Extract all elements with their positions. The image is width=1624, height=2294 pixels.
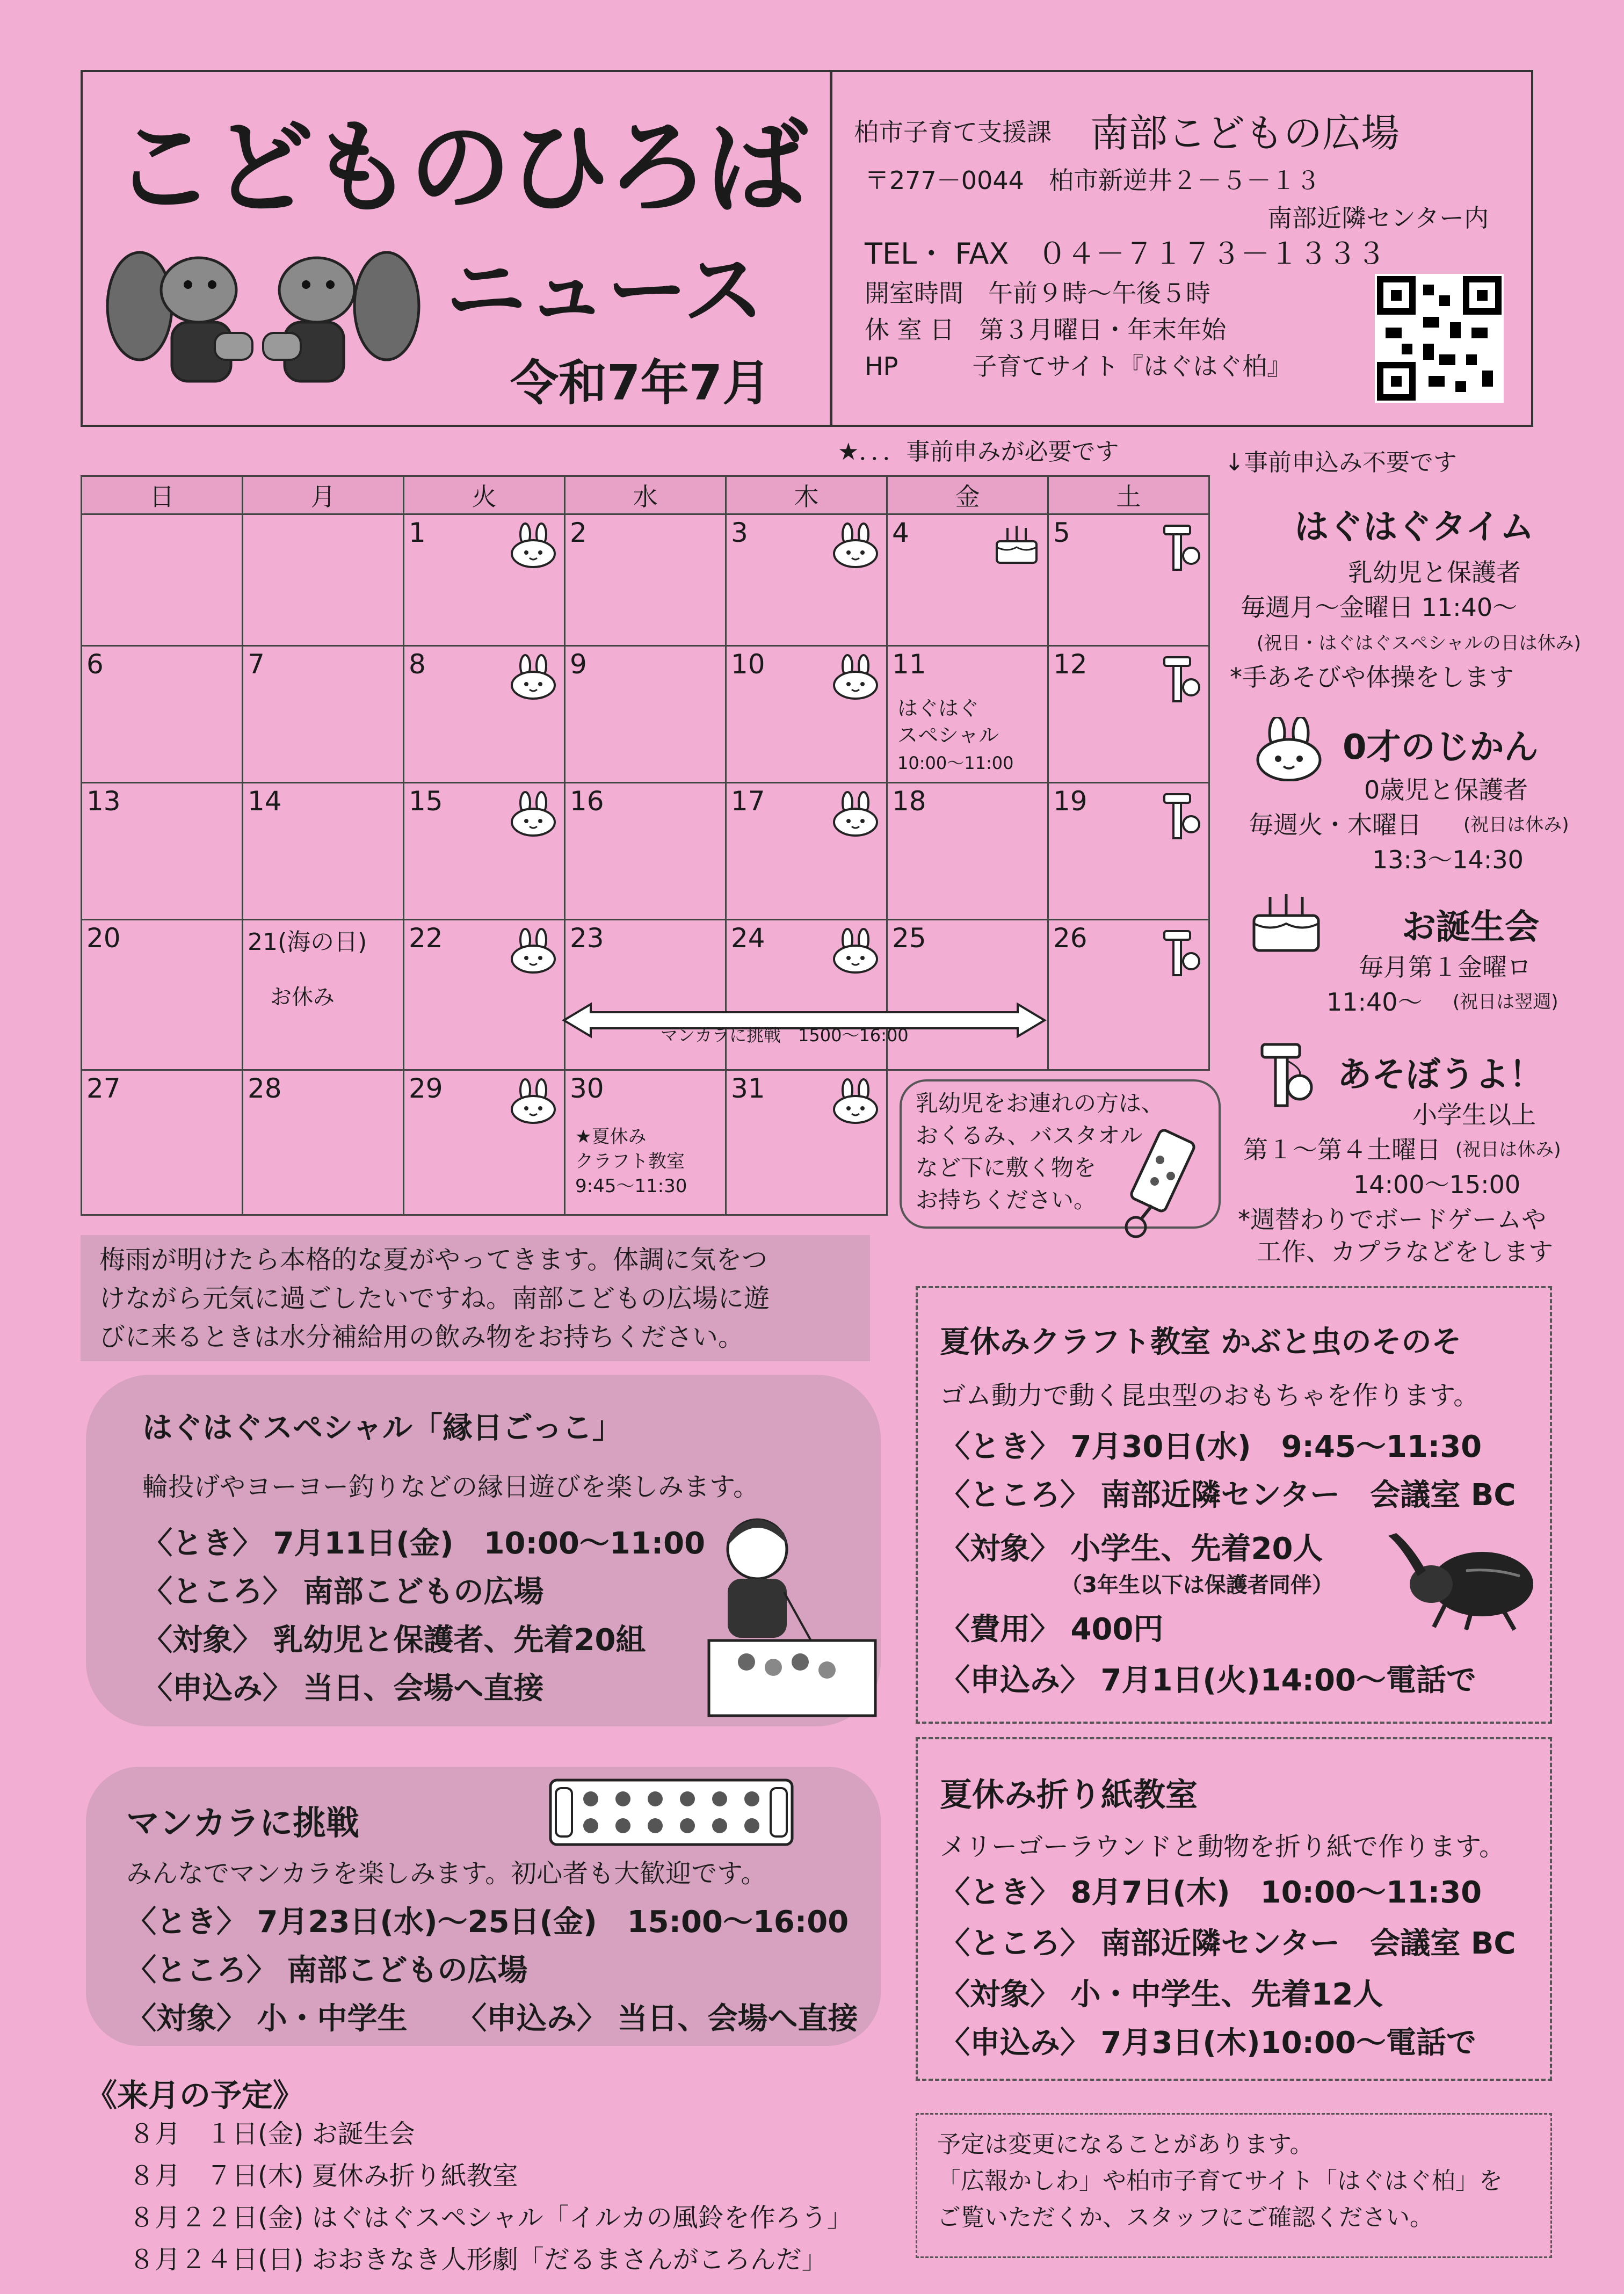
day-number: 21(海の日) xyxy=(248,928,367,956)
calendar-day-3 xyxy=(726,514,887,646)
calendar-day-2 xyxy=(565,514,726,646)
calendar-empty-cell xyxy=(243,514,404,646)
origami-target: 〈対象〉 小・中学生、先着12人 xyxy=(940,1977,1383,2012)
calendar-week-1 xyxy=(82,514,1209,646)
craft-class-note xyxy=(575,1124,687,1199)
birthday-exception: (祝日は翌週) xyxy=(1453,991,1558,1013)
postal-address: 〒277－0044 柏市新逆井２－５－１３ xyxy=(865,166,1321,195)
ennichi-where: 〈ところ〉 南部こどもの広場 xyxy=(142,1574,544,1609)
notice-line: お持ちください。 xyxy=(916,1187,1097,1213)
disclaimer-line: ご覧いただくか、スタッフにご確認ください。 xyxy=(937,2204,1433,2231)
day-number: 6 xyxy=(86,649,104,680)
note-line: 10:00～11:00 xyxy=(897,753,1014,773)
calendar-day-21 xyxy=(243,920,404,1070)
lets-play-schedule: 第１～第４土曜日 xyxy=(1243,1135,1441,1164)
calendar-day-19 xyxy=(1048,783,1209,920)
day-number: 23 xyxy=(570,923,604,954)
next-month-title: 《来月の予定》 xyxy=(86,2077,305,2114)
weekday-thu: 木 xyxy=(726,476,887,514)
calendar-day-5 xyxy=(1048,514,1209,646)
note-line: ★夏休み xyxy=(575,1126,647,1148)
craft-when: 〈とき〉 7月30日(水) 9:45～11:30 xyxy=(940,1429,1482,1464)
legend-no-reservation: ↓事前申込み不要です xyxy=(1224,449,1457,476)
calendar-day-16 xyxy=(565,783,726,920)
hughug-target: 乳幼児と保護者 xyxy=(1348,558,1521,587)
rabbit-icon xyxy=(831,654,880,702)
day-number: 22 xyxy=(409,923,443,954)
open-hours: 開室時間 午前９時～午後５時 xyxy=(865,279,1210,308)
weekday-fri: 金 xyxy=(887,476,1048,514)
day-number: 24 xyxy=(731,923,765,954)
calendar-day-26 xyxy=(1048,920,1209,1070)
lets-play-exception: (祝日は休み) xyxy=(1455,1139,1561,1160)
hughug-exception: (祝日・はぐはぐスペシャルの日は休み) xyxy=(1257,633,1581,654)
lets-play-time: 14:00～15:00 xyxy=(1353,1170,1521,1199)
craft-apply: 〈申込み〉 7月1日(火)14:00～電話で xyxy=(940,1663,1476,1698)
tel-fax: TEL・ FAX ０４－７１７３－１３３３ xyxy=(865,237,1386,271)
note-line: 9:45～11:30 xyxy=(575,1175,687,1197)
day-number: 19 xyxy=(1053,786,1088,817)
closed-note: お休み xyxy=(270,985,335,1010)
day-number: 10 xyxy=(731,649,765,680)
craft-target: 〈対象〉 小学生、先着20人 xyxy=(940,1531,1323,1566)
ennichi-apply: 〈申込み〉 当日、会場へ直接 xyxy=(142,1671,544,1706)
hughug-special-note xyxy=(897,695,1013,776)
notice-line: など下に敷く物を xyxy=(916,1155,1097,1181)
mancala-board-icon xyxy=(548,1777,795,1847)
weekday-mon: 月 xyxy=(243,476,404,514)
day-number: 11 xyxy=(892,649,926,680)
intro-line: けながら元気に過ごしたいですね。南部こどもの広場に遊 xyxy=(99,1283,770,1313)
day-number: 16 xyxy=(570,786,604,817)
newsletter-title: こどものひろば xyxy=(113,108,805,227)
birthday-time: 11:40～ xyxy=(1326,988,1423,1017)
note-line: スペシャル xyxy=(897,723,999,747)
day-number: 18 xyxy=(892,786,926,817)
weekday-sat: 土 xyxy=(1048,476,1209,514)
lets-play-title: あそぼうよ！ xyxy=(1337,1055,1543,1095)
calendar-day-24 xyxy=(726,920,887,1070)
kendama-icon xyxy=(1159,522,1202,576)
next-month-item: ８月 １日(金) お誕生会 xyxy=(129,2119,415,2149)
intro-line: びに来るときは水分補給用の飲み物をお持ちください。 xyxy=(99,1322,744,1352)
hughug-schedule: 毎週月～金曜日 11:40～ xyxy=(1241,593,1518,622)
ennichi-title: はぐはぐスペシャル「縁日ごっこ」 xyxy=(142,1411,622,1446)
lets-play-target: 小学生以上 xyxy=(1412,1100,1536,1129)
origami-description: メリーゴーラウンドと動物を折り紙で作ります。 xyxy=(940,1832,1505,1862)
birthday-party-title: お誕生会 xyxy=(1402,908,1539,947)
day-number: 2 xyxy=(570,517,587,548)
day-number: 31 xyxy=(731,1073,765,1104)
mancala-arrow-label: マンカラに挑戦 1500～16:00 xyxy=(661,1025,909,1046)
calendar-week-3 xyxy=(82,783,1209,920)
homepage: HP 子育てサイト『はぐはぐ柏』 xyxy=(865,352,1292,381)
birthday-schedule: 毎月第１金曜ロ xyxy=(1359,953,1532,982)
mancala-description: みんなでマンカラを楽しみます。初心者も大歓迎です。 xyxy=(126,1859,767,1889)
day-number: 14 xyxy=(248,786,282,817)
zero-year-exception: (祝日は休み) xyxy=(1463,814,1569,836)
weekday-header-row xyxy=(82,476,1209,514)
qr-code-icon[interactable] xyxy=(1375,274,1504,403)
calendar-day-23 xyxy=(565,920,726,1070)
disclaimer-line: 予定は変更になることがあります。 xyxy=(937,2131,1314,2158)
calendar-day-13 xyxy=(82,783,243,920)
calendar-day-28 xyxy=(243,1070,404,1215)
next-month-item: ８月２２日(金) はぐはぐスペシャル「イルカの風鈴を作ろう」 xyxy=(129,2203,853,2233)
day-number: 8 xyxy=(409,649,426,680)
calendar-day-15 xyxy=(404,783,565,920)
calendar-day-22 xyxy=(404,920,565,1070)
kendama-icon xyxy=(1159,928,1202,981)
calendar-empty-cell xyxy=(82,514,243,646)
note-line: はぐはぐ xyxy=(897,696,980,720)
origami-when: 〈とき〉 8月7日(木) 10:00～11:30 xyxy=(940,1875,1482,1910)
mancala-target: 〈対象〉 小・中学生 xyxy=(126,2001,408,2036)
calendar-day-11 xyxy=(887,646,1048,783)
day-number: 17 xyxy=(731,786,765,817)
calendar-day-9 xyxy=(565,646,726,783)
calendar-day-18 xyxy=(887,783,1048,920)
day-number: 29 xyxy=(409,1073,443,1104)
zero-year-time-title: 0才のじかん xyxy=(1343,728,1539,767)
day-number: 5 xyxy=(1053,517,1070,548)
day-number: 30 xyxy=(570,1073,604,1104)
rabbit-face-icon xyxy=(1251,717,1326,781)
calendar-day-10 xyxy=(726,646,887,783)
day-number: 4 xyxy=(892,517,909,548)
squirrel-icon xyxy=(107,252,252,381)
zero-year-time: 13:3～14:30 xyxy=(1372,845,1524,874)
dept-name: 柏市子育て支援課 xyxy=(854,118,1052,147)
newsletter-issue: 令和7年7月 xyxy=(510,355,771,411)
rabbit-icon xyxy=(509,654,557,702)
birthday-cake-icon xyxy=(1246,886,1326,956)
origami-title: 夏休み折り紙教室 xyxy=(940,1776,1198,1814)
rabbit-icon xyxy=(509,1078,557,1126)
calendar-day-7 xyxy=(243,646,404,783)
cake-icon xyxy=(992,522,1041,568)
zero-year-schedule: 毎週火・木曜日 xyxy=(1249,810,1422,839)
mancala-apply: 〈申込み〉 当日、会場へ直接 xyxy=(456,2001,858,2036)
disclaimer-text xyxy=(937,2126,1503,2236)
origami-where: 〈ところ〉 南部近隣センター 会議室 BC xyxy=(940,1926,1516,1961)
ennichi-when: 〈とき〉 7月11日(金) 10:00～11:00 xyxy=(142,1526,706,1561)
craft-fee: 〈費用〉 400円 xyxy=(940,1612,1164,1647)
craft-target-note: （3年生以下は保護者同伴） xyxy=(1061,1573,1333,1598)
calendar-week-4 xyxy=(82,920,1209,1070)
day-number: 27 xyxy=(86,1073,121,1104)
kendama-icon xyxy=(1159,654,1202,707)
calendar-day-4 xyxy=(887,514,1048,646)
calendar-day-1 xyxy=(404,514,565,646)
building-name: 南部近隣センター内 xyxy=(1267,204,1489,233)
day-number: 26 xyxy=(1053,923,1088,954)
calendar-day-27 xyxy=(82,1070,243,1215)
rabbit-icon xyxy=(831,1078,880,1126)
intro-line: 梅雨が明けたら本格的な夏がやってきます。体調に気をつ xyxy=(99,1245,768,1275)
zero-year-target: 0歳児と保護者 xyxy=(1364,775,1528,804)
weekday-tue: 火 xyxy=(404,476,565,514)
origami-apply: 〈申込み〉 7月3日(木)10:00～電話で xyxy=(940,2026,1476,2060)
day-number: 15 xyxy=(409,786,443,817)
calendar-day-25 xyxy=(887,920,1048,1070)
lets-play-note-2: 工作、カプラなどをします xyxy=(1257,1237,1553,1266)
calendar-day-17 xyxy=(726,783,887,920)
next-month-list xyxy=(129,2113,853,2281)
rattle-icon xyxy=(1112,1122,1203,1240)
calendar-day-12 xyxy=(1048,646,1209,783)
calendar-day-29 xyxy=(404,1070,565,1215)
facility-name: 南部こどもの広場 xyxy=(1090,111,1400,156)
calendar-day-14 xyxy=(243,783,404,920)
notice-line: おくるみ、バスタオル xyxy=(916,1122,1143,1149)
notice-line: 乳幼児をお連れの方は、 xyxy=(916,1090,1164,1116)
next-month-item: ８月２４日(日) おおきなき人形劇「だるまさんがころんだ」 xyxy=(129,2245,828,2275)
ennichi-target: 〈対象〉 乳幼児と保護者、先着20組 xyxy=(142,1623,646,1658)
beetle-icon xyxy=(1386,1525,1541,1632)
day-number: 13 xyxy=(86,786,121,817)
day-number: 7 xyxy=(248,649,265,680)
rabbit-icon xyxy=(509,928,557,976)
day-number: 3 xyxy=(731,517,748,548)
legend-reservation-required: ★．．．事前申みが必要です xyxy=(838,438,1119,466)
rabbit-icon xyxy=(509,791,557,839)
hughug-note: *手あそびや体操をします xyxy=(1230,663,1514,692)
day-number: 25 xyxy=(892,923,926,954)
ennichi-description: 輪投げやヨーヨー釣りなどの縁日遊びを楽しみます。 xyxy=(142,1472,759,1502)
rabbit-icon xyxy=(509,522,557,570)
calendar-day-8 xyxy=(404,646,565,783)
hughug-time-title: はぐはぐタイム xyxy=(1294,507,1534,547)
weekday-wed: 水 xyxy=(565,476,726,514)
lets-play-note-1: *週替わりでボードゲームや xyxy=(1238,1205,1547,1234)
calendar-day-30 xyxy=(565,1070,726,1215)
craft-description: ゴム動力で動く昆虫型のおもちゃを作ります。 xyxy=(940,1381,1480,1411)
next-month-item: ８月 ７日(木) 夏休み折り紙教室 xyxy=(129,2161,518,2191)
rabbit-icon xyxy=(831,791,880,839)
intro-text xyxy=(99,1240,770,1356)
day-number: 20 xyxy=(86,923,121,954)
calendar-day-31 xyxy=(726,1070,887,1215)
mancala-title: マンカラに挑戦 xyxy=(126,1803,360,1842)
squirrels-illustration xyxy=(102,231,446,413)
disclaimer-line: 「広報かしわ」や柏市子育てサイト「はぐはぐ柏」を xyxy=(937,2167,1503,2195)
rabbit-icon xyxy=(831,522,880,570)
mancala-where: 〈ところ〉 南部こどもの広場 xyxy=(126,1953,528,1988)
kendama-icon xyxy=(1251,1039,1316,1114)
calendar-day-6 xyxy=(82,646,243,783)
newsletter-subtitle: ニュース xyxy=(446,244,764,338)
calendar-day-20 xyxy=(82,920,243,1070)
squirrel-icon xyxy=(263,252,419,381)
rabbit-icon xyxy=(831,928,880,976)
craft-where: 〈ところ〉 南部近隣センター 会議室 BC xyxy=(940,1478,1516,1513)
day-number: 12 xyxy=(1053,649,1088,680)
calendar-week-2 xyxy=(82,646,1209,783)
weekday-sun: 日 xyxy=(82,476,243,514)
mancala-when: 〈とき〉 7月23日(水)～25日(金) 15:00～16:00 xyxy=(126,1905,849,1940)
day-number: 1 xyxy=(409,517,426,548)
note-line: クラフト教室 xyxy=(575,1151,685,1172)
craft-title: 夏休みクラフト教室 かぶと虫のそのそ xyxy=(940,1325,1462,1360)
day-number: 9 xyxy=(570,649,587,680)
child-fishing-icon xyxy=(698,1512,881,1737)
kendama-icon xyxy=(1159,791,1202,844)
day-number: 28 xyxy=(248,1073,282,1104)
closed-days: 休 室 日 第３月曜日・年末年始 xyxy=(865,315,1227,344)
